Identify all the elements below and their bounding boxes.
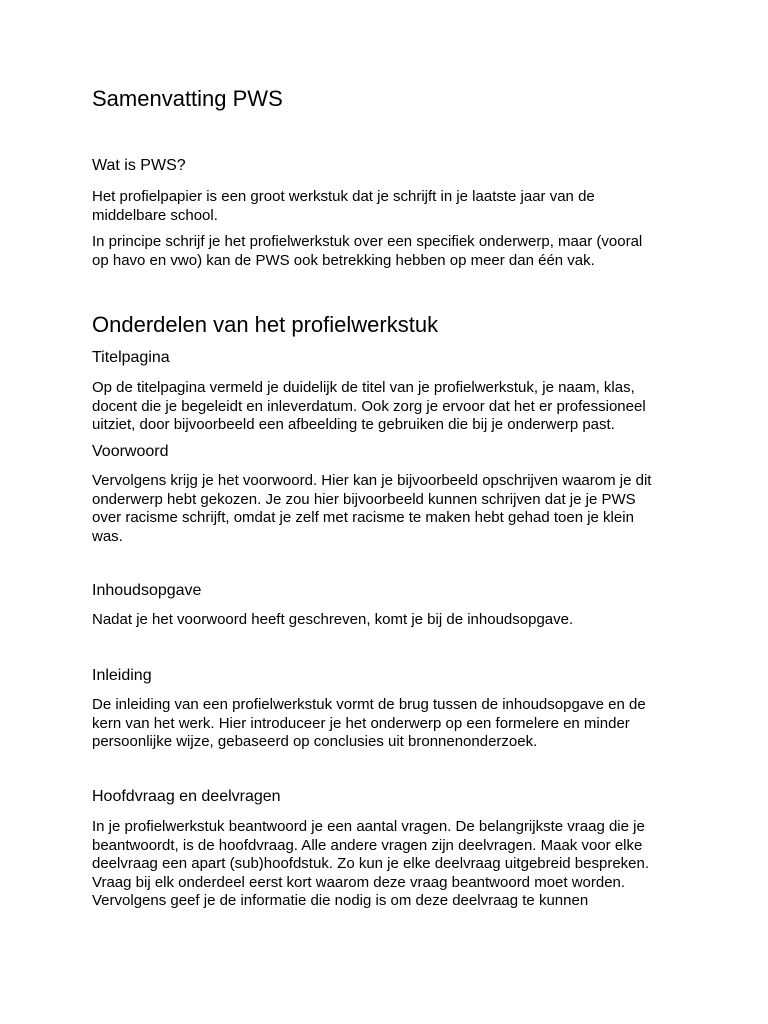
text-line: was. [92,527,123,545]
heading-titelpagina: Titelpagina [92,349,170,366]
text-line: persoonlijke wijze, gebaseerd op conclusies uit bronnenonderzoek. [92,733,538,750]
paragraph-titelpagina [92,379,646,435]
text-line: De inleiding van een profielwerkstuk vormt de brug tussen de inhoudsopgave en de [92,696,646,713]
paragraph-hoofdvraag [92,818,649,911]
text-line: Vervolgens geef je de informatie die nodig is om deze deelvraag te kunnen [92,892,589,909]
text-line: uitziet, door bijvoorbeeld een afbeelding te gebruiken die bij je onderwerp past. [92,416,615,433]
text-line: deelvraag een apart (sub)hoofdstuk. Zo kun je elke deelvraag uitgebreid bespreken. [92,855,650,872]
heading-wat-is-pws: Wat is PWS? [92,157,186,174]
text-line: op havo en vwo) kan de PWS ook betrekking hebben op meer dan één vak. [92,251,595,269]
text-line: Nadat je het voorwoord heeft geschreven, komt je bij de inhoudsopgave. [92,611,574,628]
text-line: Het profielpapier is een groot werkstuk dat je schrijft in je laatste jaar van de [92,188,595,205]
heading-inhoudsopgave: Inhoudsopgave [92,582,202,599]
paragraph-wat-is-1 [92,188,595,225]
heading-inleiding: Inleiding [92,667,152,684]
paragraph-inleiding [92,696,646,752]
text-line: onderwerp hebt gekozen. Je zou hier bijvoorbeeld kunnen schrijven dat je je PWS [92,490,636,508]
text-line: beantwoordt, is de hoofdvraag. Alle andere vragen zijn deelvragen. Maak voor elke [92,836,643,854]
heading-onderdelen: Onderdelen van het profielwerkstuk [92,312,439,337]
paragraph-inhoudsopgave [92,611,573,630]
heading-voorwoord: Voorwoord [92,443,169,460]
document-title: Samenvatting PWS [92,86,283,111]
text-line: middelbare school. [92,206,218,224]
heading-hoofdvraag: Hoofdvraag en deelvragen [92,788,281,805]
paragraph-voorwoord [92,472,651,546]
text-line: Op de titelpagina vermeld je duidelijk de titel van je profielwerkstuk, je naam, klas, [92,379,635,396]
text-line: In principe schrijf je het profielwerkstuk over een specifiek onderwerp, maar (vooral [92,233,643,250]
text-line: kern van het werk. Hier introduceer je het onderwerp op een formelere en minder [92,714,630,732]
text-line: Vervolgens krijg je het voorwoord. Hier kan je bijvoorbeeld opschrijven waarom je dit [92,472,652,489]
text-line: over racisme schrijft, omdat je zelf met racisme te maken hebt gehad toen je klein [92,509,634,526]
text-line: docent die je begeleidt en inleverdatum. Ook zorg je ervoor dat het er professioneel [92,397,646,415]
paragraph-wat-is-2 [92,233,642,270]
text-line: Vraag bij elk onderdeel eerst kort waarom deze vraag beantwoord moet worden. [92,873,626,891]
text-line: In je profielwerkstuk beantwoord je een aantal vragen. De belangrijkste vraag die je [92,818,645,835]
